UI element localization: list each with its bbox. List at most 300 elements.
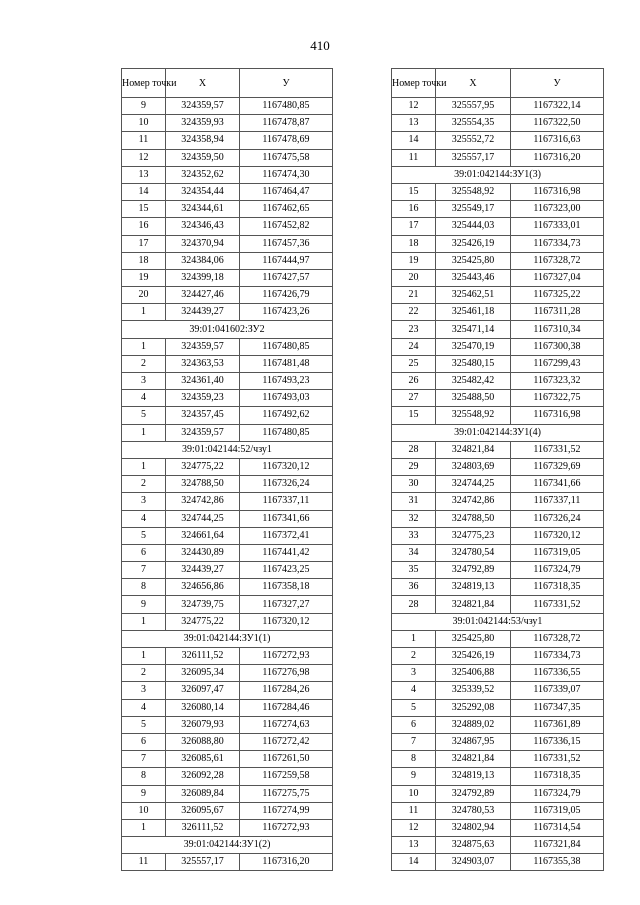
point-number-cell: 3 [122,373,166,390]
x-coordinate-cell: 326095,67 [166,802,240,819]
point-number-cell: 22 [392,304,436,321]
table-row [392,98,604,115]
point-number-cell: 6 [392,716,436,733]
x-coordinate-cell: 324399,18 [166,269,240,286]
x-coordinate-cell: 325426,19 [436,235,511,252]
table-row [392,390,604,407]
y-coordinate-cell: 1167284,26 [240,682,333,699]
table-row [392,287,604,304]
y-coordinate-cell: 1167361,89 [511,716,604,733]
point-number-cell: 10 [122,802,166,819]
y-coordinate-cell: 1167480,85 [240,98,333,115]
table-row [122,510,333,527]
table-row [122,149,333,166]
y-coordinate-cell: 1167444,97 [240,252,333,269]
table-row [122,785,333,802]
point-number-cell: 2 [392,648,436,665]
x-coordinate-cell: 326080,14 [166,699,240,716]
x-coordinate-cell: 324359,57 [166,98,240,115]
y-coordinate-cell: 1167320,12 [240,458,333,475]
table-row [392,201,604,218]
y-coordinate-cell: 1167480,85 [240,424,333,441]
y-coordinate-cell: 1167328,72 [511,630,604,647]
x-coordinate-cell: 326111,52 [166,648,240,665]
table-row [122,98,333,115]
y-coordinate-cell: 1167316,98 [511,407,604,424]
point-number-cell: 9 [122,596,166,613]
y-coordinate-cell: 1167339,07 [511,682,604,699]
y-coordinate-cell: 1167326,24 [511,510,604,527]
table-row [122,768,333,785]
y-coordinate-cell: 1167272,93 [240,819,333,836]
point-number-cell: 5 [392,699,436,716]
section-title: 39:01:042144:ЗУ1(2) [122,837,333,854]
point-number-cell: 32 [392,510,436,527]
x-coordinate-cell: 326079,93 [166,716,240,733]
y-coordinate-cell: 1167328,72 [511,252,604,269]
y-coordinate-cell: 1167318,35 [511,579,604,596]
table-row [392,751,604,768]
y-coordinate-cell: 1167337,11 [240,493,333,510]
x-coordinate-cell: 325557,17 [436,149,511,166]
point-number-cell: 7 [392,733,436,750]
page-number: 410 [310,38,330,53]
y-coordinate-cell: 1167337,11 [511,493,604,510]
y-coordinate-cell: 1167321,84 [511,837,604,854]
point-number-cell: 29 [392,458,436,475]
point-number-cell: 26 [392,373,436,390]
table-row [122,682,333,699]
point-number-cell: 28 [392,596,436,613]
point-number-cell: 2 [122,355,166,372]
section-row [392,424,604,441]
point-number-cell: 18 [122,252,166,269]
y-coordinate-cell: 1167311,28 [511,304,604,321]
table-row [392,562,604,579]
section-row [392,613,604,630]
y-coordinate-cell: 1167481,48 [240,355,333,372]
point-number-cell: 36 [392,579,436,596]
table-row [392,579,604,596]
y-coordinate-cell: 1167316,20 [511,149,604,166]
point-number-cell: 9 [392,768,436,785]
table-row [122,665,333,682]
point-number-cell: 13 [392,837,436,854]
x-coordinate-cell: 324903,07 [436,854,511,871]
header-y: У [511,69,604,98]
x-coordinate-cell: 324742,86 [166,493,240,510]
y-coordinate-cell: 1167299,43 [511,355,604,372]
x-coordinate-cell: 324775,23 [436,527,511,544]
table-row [392,115,604,132]
point-number-cell: 13 [392,115,436,132]
y-coordinate-cell: 1167274,99 [240,802,333,819]
y-coordinate-cell: 1167474,30 [240,166,333,183]
header-y: У [240,69,333,98]
table-row [122,287,333,304]
table-row [122,733,333,750]
x-coordinate-cell: 326088,80 [166,733,240,750]
point-number-cell: 14 [122,183,166,200]
x-coordinate-cell: 325548,92 [436,407,511,424]
x-coordinate-cell: 324739,75 [166,596,240,613]
x-coordinate-cell: 324792,89 [436,785,511,802]
point-number-cell: 5 [122,407,166,424]
x-coordinate-cell: 324439,27 [166,562,240,579]
table-row [122,596,333,613]
point-number-cell: 14 [392,132,436,149]
x-coordinate-cell: 324363,53 [166,355,240,372]
x-coordinate-cell: 325444,03 [436,218,511,235]
y-coordinate-cell: 1167441,42 [240,544,333,561]
point-number-cell: 23 [392,321,436,338]
y-coordinate-cell: 1167272,93 [240,648,333,665]
y-coordinate-cell: 1167284,46 [240,699,333,716]
y-coordinate-cell: 1167462,65 [240,201,333,218]
table-row [122,476,333,493]
y-coordinate-cell: 1167319,05 [511,802,604,819]
x-coordinate-cell: 324792,89 [436,562,511,579]
x-coordinate-cell: 325339,52 [436,682,511,699]
table-row [392,338,604,355]
table-row [392,218,604,235]
point-number-cell: 3 [122,493,166,510]
point-number-cell: 9 [122,98,166,115]
point-number-cell: 27 [392,390,436,407]
point-number-cell: 24 [392,338,436,355]
x-coordinate-cell: 324802,94 [436,819,511,836]
y-coordinate-cell: 1167336,55 [511,665,604,682]
y-coordinate-cell: 1167341,66 [511,476,604,493]
y-coordinate-cell: 1167300,38 [511,338,604,355]
point-number-cell: 20 [392,269,436,286]
table-row [122,854,333,871]
table-row [122,493,333,510]
table-header-row [122,69,333,98]
table-row [392,407,604,424]
y-coordinate-cell: 1167423,25 [240,562,333,579]
y-coordinate-cell: 1167322,75 [511,390,604,407]
point-number-cell: 1 [122,819,166,836]
point-number-cell: 4 [392,682,436,699]
x-coordinate-cell: 324780,53 [436,802,511,819]
x-coordinate-cell: 324788,50 [166,476,240,493]
y-coordinate-cell: 1167480,85 [240,338,333,355]
header-point-number: Номер точки [392,69,436,98]
x-coordinate-cell: 325425,80 [436,630,511,647]
x-coordinate-cell: 326089,84 [166,785,240,802]
table-row [122,132,333,149]
table-row [392,630,604,647]
point-number-cell: 20 [122,287,166,304]
x-coordinate-cell: 324821,84 [436,596,511,613]
x-coordinate-cell: 324742,86 [436,493,511,510]
x-coordinate-cell: 324875,63 [436,837,511,854]
x-coordinate-cell: 325552,72 [436,132,511,149]
y-coordinate-cell: 1167310,34 [511,321,604,338]
x-coordinate-cell: 326092,28 [166,768,240,785]
x-coordinate-cell: 324344,61 [166,201,240,218]
table-row [122,373,333,390]
x-coordinate-cell: 324889,02 [436,716,511,733]
table-row [392,544,604,561]
table-row [122,699,333,716]
point-number-cell: 8 [122,579,166,596]
table-row [392,183,604,200]
x-coordinate-cell: 325425,80 [436,252,511,269]
y-coordinate-cell: 1167333,01 [511,218,604,235]
x-coordinate-cell: 324744,25 [436,476,511,493]
table-row [122,579,333,596]
y-coordinate-cell: 1167355,38 [511,854,604,871]
y-coordinate-cell: 1167493,23 [240,373,333,390]
y-coordinate-cell: 1167316,20 [240,854,333,871]
y-coordinate-cell: 1167316,63 [511,132,604,149]
point-number-cell: 35 [392,562,436,579]
table-row [392,527,604,544]
point-number-cell: 1 [122,613,166,630]
section-row [392,166,604,183]
point-number-cell: 7 [122,751,166,768]
table-row [392,854,604,871]
y-coordinate-cell: 1167329,69 [511,458,604,475]
x-coordinate-cell: 324780,54 [436,544,511,561]
x-coordinate-cell: 324819,13 [436,768,511,785]
x-coordinate-cell: 324867,95 [436,733,511,750]
point-number-cell: 28 [392,441,436,458]
point-number-cell: 17 [122,235,166,252]
point-number-cell: 5 [122,716,166,733]
x-coordinate-cell: 324370,94 [166,235,240,252]
table-row [122,648,333,665]
point-number-cell: 25 [392,355,436,372]
x-coordinate-cell: 324359,93 [166,115,240,132]
table-row [392,235,604,252]
x-coordinate-cell: 324346,43 [166,218,240,235]
x-coordinate-cell: 324430,89 [166,544,240,561]
y-coordinate-cell: 1167336,15 [511,733,604,750]
y-coordinate-cell: 1167324,79 [511,785,604,802]
table-row [392,596,604,613]
point-number-cell: 1 [392,630,436,647]
y-coordinate-cell: 1167272,42 [240,733,333,750]
y-coordinate-cell: 1167372,41 [240,527,333,544]
y-coordinate-cell: 1167427,57 [240,269,333,286]
table-row [122,338,333,355]
x-coordinate-cell: 326085,61 [166,751,240,768]
table-row [122,562,333,579]
x-coordinate-cell: 324775,22 [166,613,240,630]
table-row [392,699,604,716]
point-number-cell: 2 [122,665,166,682]
x-coordinate-cell: 324656,86 [166,579,240,596]
table-row [122,166,333,183]
point-number-cell: 4 [122,510,166,527]
table-row [122,458,333,475]
coordinates-table-left [121,68,333,871]
x-coordinate-cell: 324821,84 [436,441,511,458]
point-number-cell: 3 [392,665,436,682]
point-number-cell: 11 [122,854,166,871]
table-row [392,819,604,836]
point-number-cell: 7 [122,562,166,579]
point-number-cell: 1 [122,338,166,355]
y-coordinate-cell: 1167318,35 [511,768,604,785]
point-number-cell: 16 [392,201,436,218]
point-number-cell: 6 [122,544,166,561]
section-row [122,321,333,338]
x-coordinate-cell: 325426,19 [436,648,511,665]
y-coordinate-cell: 1167323,32 [511,373,604,390]
table-row [122,613,333,630]
y-coordinate-cell: 1167276,98 [240,665,333,682]
x-coordinate-cell: 325470,19 [436,338,511,355]
table-row [122,235,333,252]
y-coordinate-cell: 1167316,98 [511,183,604,200]
x-coordinate-cell: 324358,94 [166,132,240,149]
x-coordinate-cell: 324819,13 [436,579,511,596]
section-title: 39:01:042144:ЗУ1(3) [392,166,604,183]
table-row [392,768,604,785]
point-number-cell: 12 [122,149,166,166]
point-number-cell: 34 [392,544,436,561]
y-coordinate-cell: 1167423,26 [240,304,333,321]
x-coordinate-cell: 325480,15 [436,355,511,372]
header-x: Х [436,69,511,98]
point-number-cell: 11 [122,132,166,149]
point-number-cell: 15 [122,201,166,218]
section-title: 39:01:042144:53/чзу1 [392,613,604,630]
point-number-cell: 19 [122,269,166,286]
table-row [392,476,604,493]
point-number-cell: 9 [122,785,166,802]
point-number-cell: 15 [392,183,436,200]
point-number-cell: 8 [122,768,166,785]
x-coordinate-cell: 324352,62 [166,166,240,183]
y-coordinate-cell: 1167493,03 [240,390,333,407]
y-coordinate-cell: 1167331,52 [511,596,604,613]
table-row [122,183,333,200]
table-row [122,527,333,544]
x-coordinate-cell: 324788,50 [436,510,511,527]
table-row [392,149,604,166]
coordinates-table-right [391,68,604,871]
header-x: Х [166,69,240,98]
table-row [392,785,604,802]
table-row [122,304,333,321]
x-coordinate-cell: 325554,35 [436,115,511,132]
point-number-cell: 2 [122,476,166,493]
section-row [122,630,333,647]
point-number-cell: 17 [392,218,436,235]
point-number-cell: 6 [122,733,166,750]
point-number-cell: 5 [122,527,166,544]
y-coordinate-cell: 1167259,58 [240,768,333,785]
table-row [122,390,333,407]
table-row [122,218,333,235]
x-coordinate-cell: 325462,51 [436,287,511,304]
point-number-cell: 8 [392,751,436,768]
table-row [122,802,333,819]
x-coordinate-cell: 324821,84 [436,751,511,768]
table-row [122,751,333,768]
x-coordinate-cell: 325406,88 [436,665,511,682]
table-row [392,458,604,475]
y-coordinate-cell: 1167322,14 [511,98,604,115]
table-row [392,648,604,665]
point-number-cell: 11 [392,802,436,819]
x-coordinate-cell: 325557,17 [166,854,240,871]
section-row [122,837,333,854]
x-coordinate-cell: 324439,27 [166,304,240,321]
y-coordinate-cell: 1167275,75 [240,785,333,802]
x-coordinate-cell: 324359,50 [166,149,240,166]
table-row [392,682,604,699]
point-number-cell: 4 [122,699,166,716]
x-coordinate-cell: 325292,08 [436,699,511,716]
point-number-cell: 11 [392,149,436,166]
x-coordinate-cell: 324775,22 [166,458,240,475]
x-coordinate-cell: 326111,52 [166,819,240,836]
x-coordinate-cell: 324744,25 [166,510,240,527]
point-number-cell: 21 [392,287,436,304]
x-coordinate-cell: 325488,50 [436,390,511,407]
table-row [392,441,604,458]
y-coordinate-cell: 1167274,63 [240,716,333,733]
table-row [122,819,333,836]
x-coordinate-cell: 324803,69 [436,458,511,475]
y-coordinate-cell: 1167358,18 [240,579,333,596]
x-coordinate-cell: 324384,06 [166,252,240,269]
y-coordinate-cell: 1167324,79 [511,562,604,579]
y-coordinate-cell: 1167331,52 [511,441,604,458]
table-header-row [392,69,604,98]
point-number-cell: 16 [122,218,166,235]
x-coordinate-cell: 324354,44 [166,183,240,200]
x-coordinate-cell: 325443,46 [436,269,511,286]
y-coordinate-cell: 1167326,24 [240,476,333,493]
table-row [122,716,333,733]
y-coordinate-cell: 1167334,73 [511,235,604,252]
x-coordinate-cell: 325548,92 [436,183,511,200]
section-title: 39:01:042144:ЗУ1(1) [122,630,333,647]
x-coordinate-cell: 325482,42 [436,373,511,390]
y-coordinate-cell: 1167323,00 [511,201,604,218]
y-coordinate-cell: 1167322,50 [511,115,604,132]
x-coordinate-cell: 325461,18 [436,304,511,321]
y-coordinate-cell: 1167475,58 [240,149,333,166]
y-coordinate-cell: 1167452,82 [240,218,333,235]
x-coordinate-cell: 324359,23 [166,390,240,407]
point-number-cell: 33 [392,527,436,544]
table-row [122,355,333,372]
table-row [392,252,604,269]
y-coordinate-cell: 1167464,47 [240,183,333,200]
point-number-cell: 3 [122,682,166,699]
y-coordinate-cell: 1167341,66 [240,510,333,527]
section-title: 39:01:042144:52/чзу1 [122,441,333,458]
table-row [392,716,604,733]
y-coordinate-cell: 1167319,05 [511,544,604,561]
y-coordinate-cell: 1167320,12 [511,527,604,544]
x-coordinate-cell: 325549,17 [436,201,511,218]
x-coordinate-cell: 324359,57 [166,424,240,441]
point-number-cell: 15 [392,407,436,424]
x-coordinate-cell: 325471,14 [436,321,511,338]
point-number-cell: 1 [122,458,166,475]
table-row [392,269,604,286]
table-row [122,201,333,218]
